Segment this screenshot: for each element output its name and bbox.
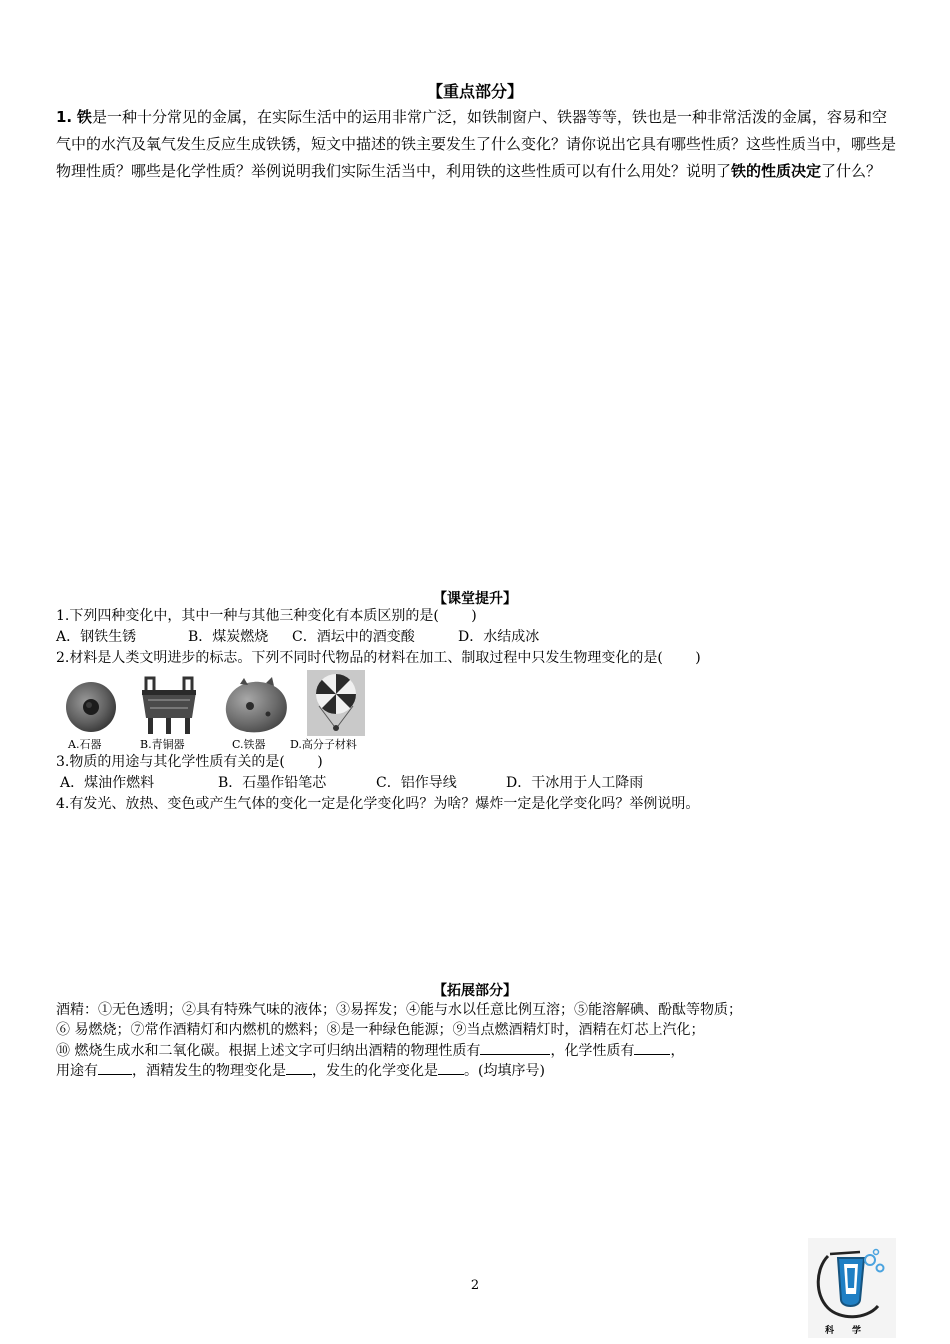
chemical-change-prompt: ，发生的化学变化是 [312, 1063, 438, 1079]
option-a: A．钢铁生锈 [56, 629, 137, 645]
chemical-change-blank[interactable] [438, 1060, 464, 1075]
parachute-polymer-image [307, 670, 365, 736]
chemical-property-blank[interactable] [634, 1040, 670, 1055]
alcohol-line-4 [56, 1060, 545, 1082]
caption-stone: A.石器 [68, 738, 102, 751]
section-title-class: 【课堂提升】 [433, 591, 517, 607]
use-blank[interactable] [98, 1060, 132, 1075]
alcohol-line-3 [56, 1040, 684, 1062]
page-number: 2 [470, 1278, 480, 1293]
question-iron-paragraph [56, 104, 896, 185]
question-number: 1. [56, 108, 73, 126]
flask-icon [808, 1238, 896, 1326]
chemical-property-prompt: ，化学性质有 [550, 1043, 635, 1059]
stone-tool-image [64, 680, 118, 734]
question-2: 2.材料是人类文明进步的标志。下列不同时代物品的材料在加工、制取过程中只发生物理变化的是( ) [56, 650, 701, 666]
question-3: 3.物质的用途与其化学性质有关的是( ) [56, 754, 323, 770]
section-title-key: 【重点部分】 [426, 82, 523, 101]
comma: ， [670, 1043, 685, 1059]
caption-polymer: D.高分子材料 [290, 738, 357, 751]
use-prompt: 用途有 [56, 1063, 98, 1079]
logo-text: 科学 [824, 1326, 879, 1336]
physical-change-prompt: ，酒精发生的物理变化是 [132, 1063, 286, 1079]
option-b: B．煤炭燃烧 [188, 629, 269, 645]
question-1-options [56, 627, 539, 648]
physical-change-blank[interactable] [286, 1060, 312, 1075]
alcohol-line-2: ⑥ 易燃烧；⑦常作酒精灯和内燃机的燃料；⑧是一种绿色能源；⑨当点燃酒精灯时，酒精在灯芯上汽化； [56, 1022, 705, 1038]
option-a: A．煤油作燃料 [60, 775, 155, 791]
physical-property-prompt: ⑩ 燃烧生成水和二氧化碳。根据上述文字可归纳出酒精的物理性质有 [56, 1043, 481, 1059]
keyword-iron: 铁 [76, 108, 92, 126]
question-4: 4.有发光、放热、变色或产生气体的变化一定是化学变化吗？为啥？爆炸一定是化学变化吗？举例说明。 [56, 796, 700, 812]
physical-property-blank[interactable] [480, 1040, 550, 1055]
option-d: D．水结成冰 [458, 629, 540, 645]
science-logo [808, 1238, 896, 1338]
iron-tool-image [220, 676, 292, 736]
bronze-ding-image [138, 674, 200, 736]
question-text-end: 了什么？ [821, 162, 882, 180]
alcohol-line-1: 酒精：①无色透明；②具有特殊气味的液体；③易挥发；④能与水以任意比例互溶；⑤能溶解碘、酚酞等物质； [56, 1002, 742, 1018]
option-c: C．酒坛中的酒变酸 [292, 629, 415, 645]
caption-iron: C.铁器 [232, 738, 266, 751]
option-b: B．石墨作铅笔芯 [218, 775, 327, 791]
question-3-options [60, 773, 643, 794]
question-text: 是一种十分常见的金属，在实际生活中的运用非常广泛，如铁制窗户、铁器等等，铁也是一种非常活泼的金属，容易和空气中的水汽及氧气发生反应生成铁锈，短文中描述的铁主要发生了什么变化？请你说出它具有哪些性质？这些性质当中，哪些是物理性质？哪些是化学性质？举例说明我们实际生活当中，利用铁的这些性质可以有什么用处？说明了 [56, 108, 897, 180]
question-1: 1.下列四种变化中，其中一种与其他三种变化有本质区别的是( ) [56, 608, 477, 624]
caption-bronze: B.青铜器 [140, 738, 185, 751]
keyword-iron-properties: 铁的性质决定 [731, 162, 822, 180]
section-title-extension: 【拓展部分】 [433, 983, 517, 999]
fill-instruction: 。(均填序号) [464, 1063, 545, 1079]
option-c: C．铝作导线 [376, 775, 457, 791]
option-d: D．干冰用于人工降雨 [506, 775, 644, 791]
